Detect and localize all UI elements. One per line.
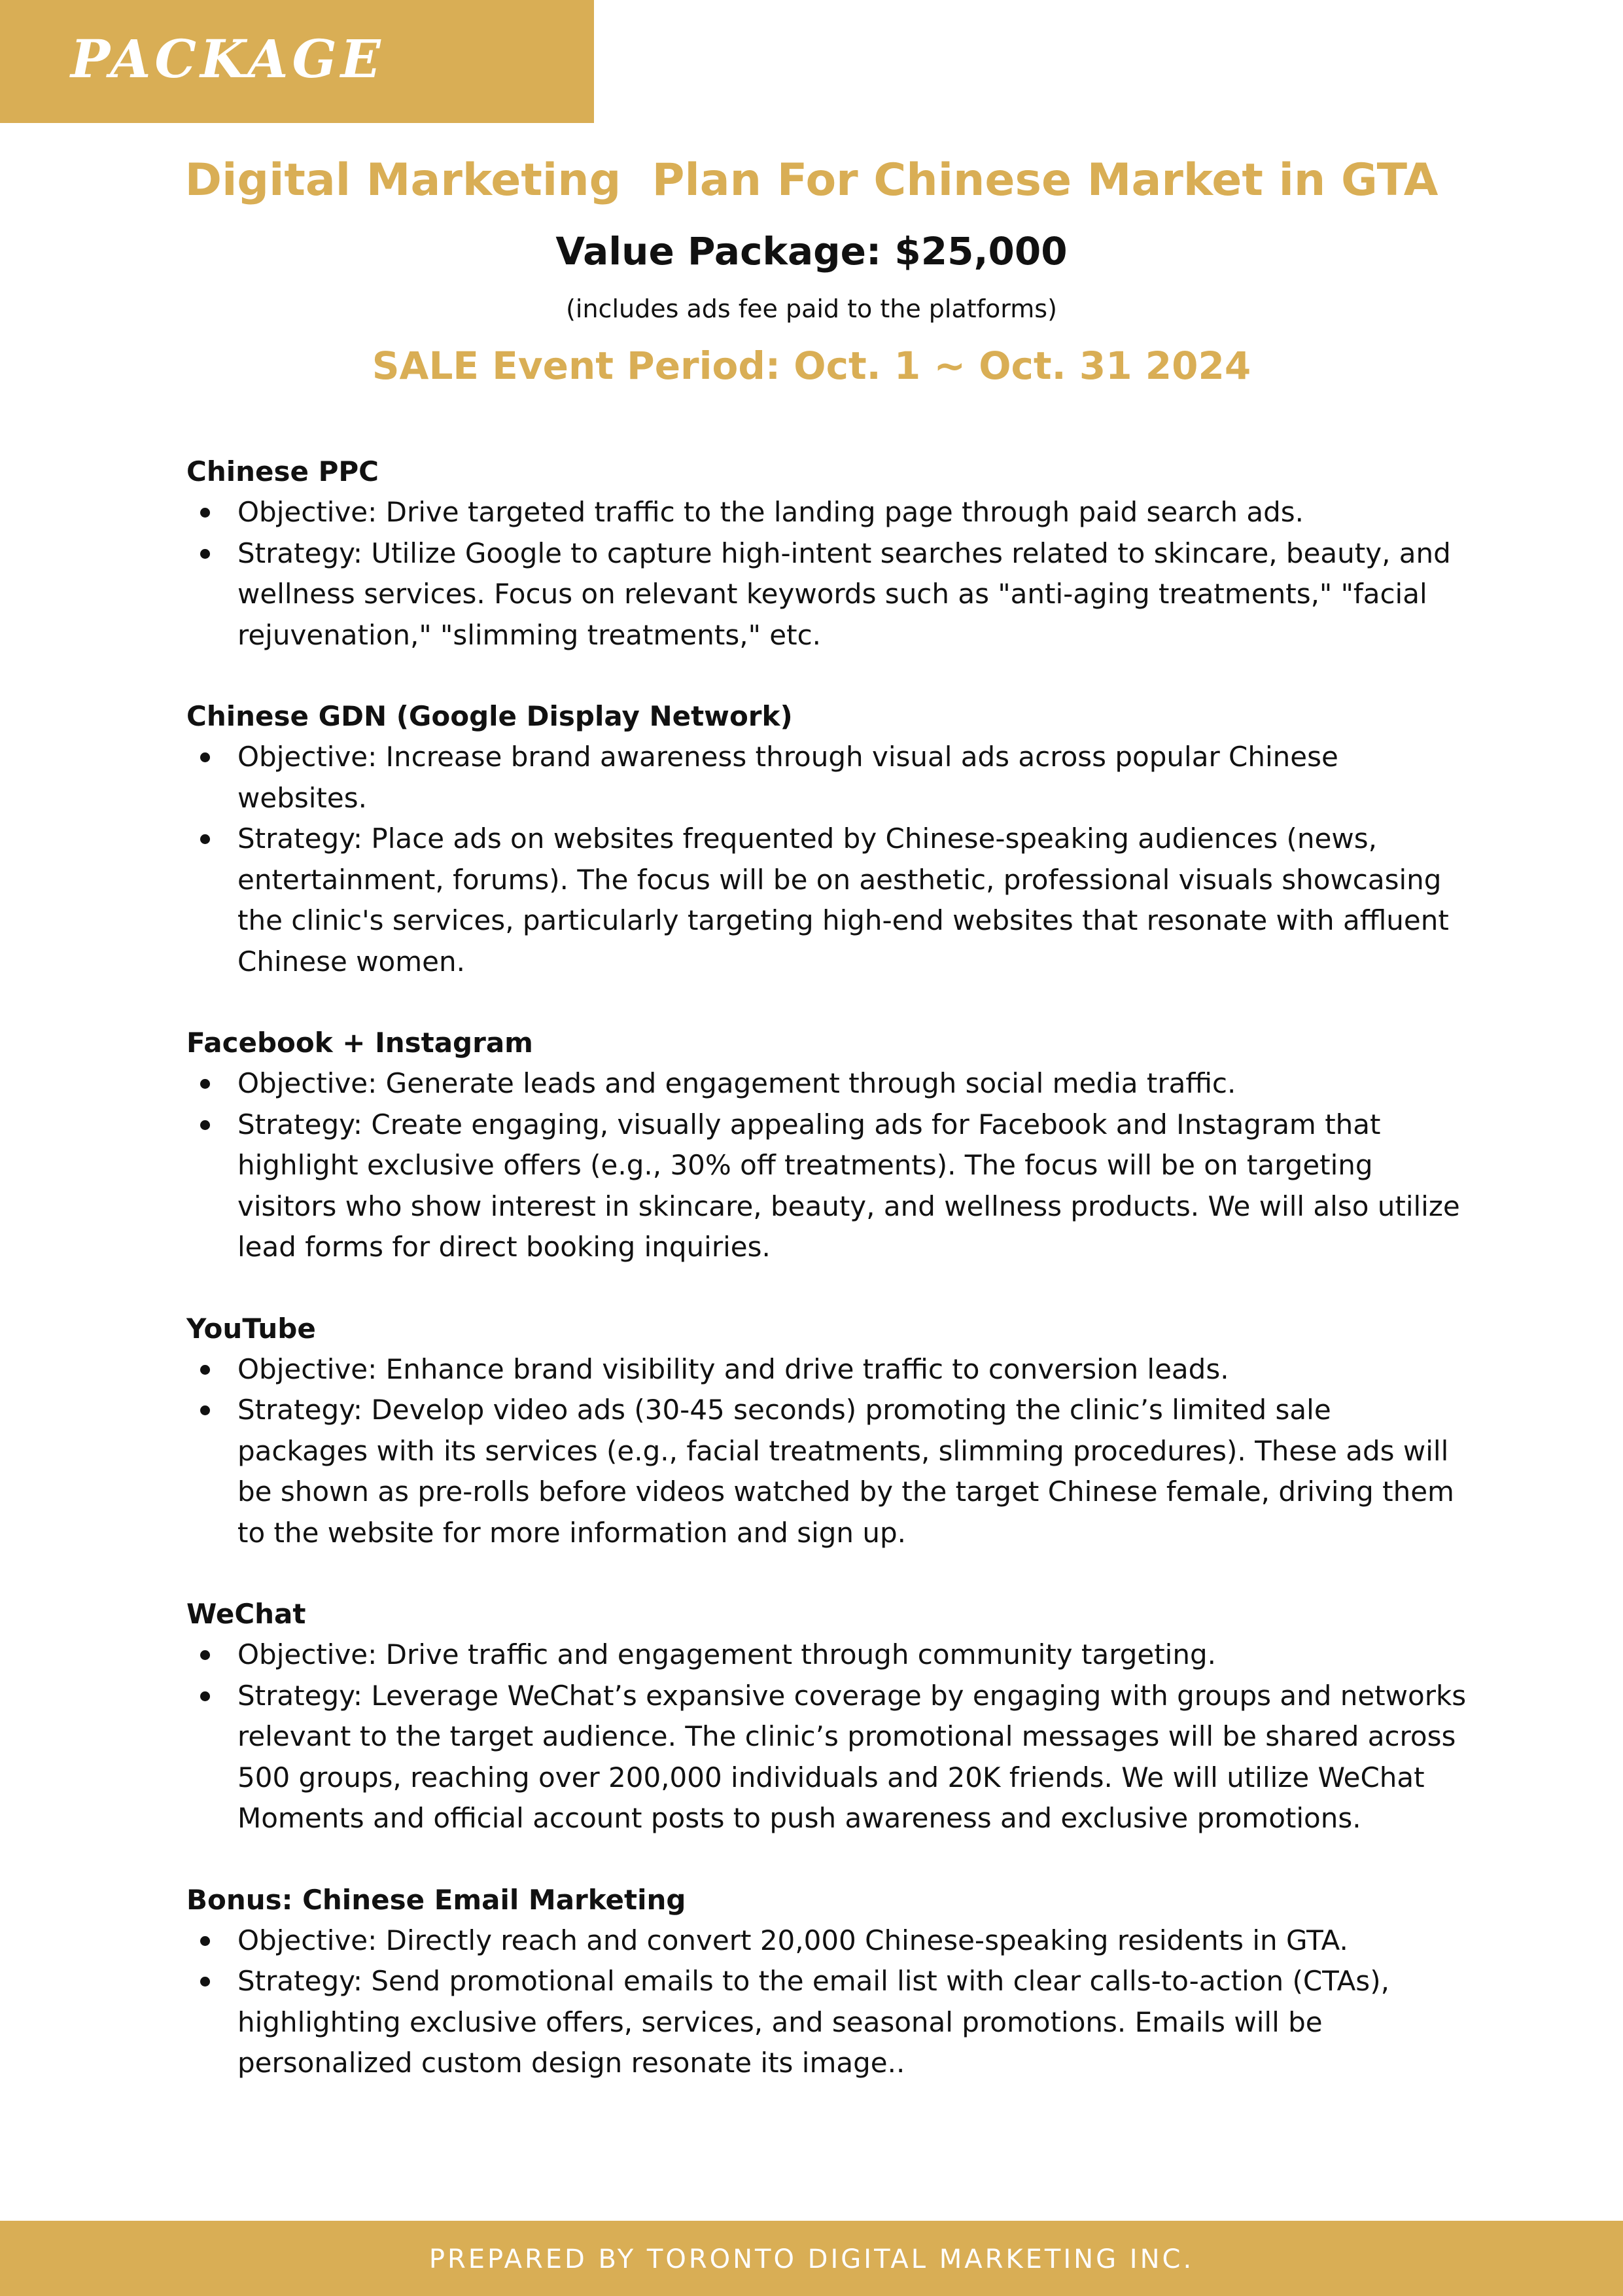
section-heading: YouTube bbox=[186, 1312, 316, 1345]
header-tab bbox=[0, 0, 594, 123]
objective-item bbox=[186, 1349, 1469, 1390]
bullet-icon bbox=[200, 1120, 210, 1130]
section-chinese-gdn bbox=[186, 696, 1469, 982]
objective-item bbox=[186, 1063, 1469, 1104]
objective-text: Objective: Generate leads and engagement through social media traffic. bbox=[237, 1067, 1236, 1099]
strategy-item bbox=[186, 1961, 1469, 2084]
objective-item bbox=[186, 1920, 1469, 1962]
bullet-icon bbox=[200, 1936, 210, 1946]
content-body bbox=[186, 451, 1469, 2125]
section-heading: Facebook + Instagram bbox=[186, 1027, 533, 1059]
section-heading: WeChat bbox=[186, 1598, 306, 1630]
section-heading: Chinese PPC bbox=[186, 455, 379, 487]
bullet-icon bbox=[200, 508, 210, 518]
section-heading: Chinese GDN (Google Display Network) bbox=[186, 700, 793, 732]
section-email-marketing bbox=[186, 1880, 1469, 2084]
strategy-text: Strategy: Develop video ads (30-45 seconds) promoting the clinic’s limited sale packages with its services (e.g., facial treatments, slimming procedures). These ads will be shown as pre-rolls before videos watched by the target Chinese female, driving them to the website for more information and sign up. bbox=[237, 1394, 1454, 1549]
section-wechat bbox=[186, 1594, 1469, 1839]
bullet-list bbox=[186, 492, 1469, 656]
strategy-text: Strategy: Place ads on websites frequented by Chinese-speaking audiences (news, entertainment, forums). The focus will be on aesthetic, professional visuals showcasing the clinic's services, particularly targeting high-end websites that resonate with affluent Chinese women. bbox=[237, 822, 1449, 978]
footer-text: PREPARED BY TORONTO DIGITAL MARKETING INC. bbox=[428, 2244, 1195, 2274]
bullet-icon bbox=[200, 1650, 210, 1660]
price-line: Value Package: $25,000 bbox=[555, 229, 1068, 274]
objective-item bbox=[186, 737, 1469, 819]
section-facebook-instagram bbox=[186, 1023, 1469, 1268]
bullet-icon bbox=[200, 1405, 210, 1415]
bullet-icon bbox=[200, 1977, 210, 1987]
bullet-icon bbox=[200, 549, 210, 559]
strategy-text: Strategy: Leverage WeChat’s expansive coverage by engaging with groups and networks relevant to the target audience. The clinic’s promotional messages will be shared across 500 groups, reaching over 200,000 individuals and 20K friends. We will utilize WeChat Moments and official account posts to push awareness and exclusive promotions. bbox=[237, 1679, 1467, 1834]
sale-period: SALE Event Period: Oct. 1 ~ Oct. 31 2024 bbox=[372, 344, 1251, 388]
objective-item bbox=[186, 1634, 1469, 1676]
strategy-text: Strategy: Create engaging, visually appealing ads for Facebook and Instagram that highlight exclusive offers (e.g., 30% off treatments). The focus will be on targeting visitors who show interest in skincare, beauty, and wellness products. We will also utilize lead forms for direct booking inquiries. bbox=[237, 1108, 1460, 1263]
bullet-list bbox=[186, 1920, 1469, 2084]
objective-item bbox=[186, 492, 1469, 533]
objective-text: Objective: Directly reach and convert 20,000 Chinese-speaking residents in GTA. bbox=[237, 1924, 1348, 1956]
strategy-item bbox=[186, 1676, 1469, 1839]
bullet-icon bbox=[200, 752, 210, 762]
objective-text: Objective: Drive traffic and engagement through community targeting. bbox=[237, 1638, 1216, 1670]
bullet-icon bbox=[200, 1365, 210, 1375]
bullet-list bbox=[186, 737, 1469, 982]
strategy-item bbox=[186, 819, 1469, 982]
page-title: Digital Marketing Plan For Chinese Market in GTA bbox=[184, 154, 1439, 206]
footer-bar bbox=[0, 2221, 1623, 2296]
bullet-icon bbox=[200, 1079, 210, 1089]
bullet-list bbox=[186, 1349, 1469, 1554]
section-youtube bbox=[186, 1309, 1469, 1554]
strategy-item bbox=[186, 533, 1469, 656]
section-heading: Bonus: Chinese Email Marketing bbox=[186, 1883, 686, 1916]
objective-text: Objective: Increase brand awareness through visual ads across popular Chinese websites. bbox=[237, 741, 1338, 814]
objective-text: Objective: Drive targeted traffic to the landing page through paid search ads. bbox=[237, 496, 1304, 528]
bullet-icon bbox=[200, 834, 210, 844]
section-chinese-ppc bbox=[186, 451, 1469, 656]
price-note: (includes ads fee paid to the platforms) bbox=[566, 294, 1057, 323]
strategy-text: Strategy: Utilize Google to capture high-intent searches related to skincare, beauty, and wellness services. Focus on relevant keywords such as "anti-aging treatments," "facial rejuvenation," "slimming treatments," etc. bbox=[237, 537, 1451, 651]
strategy-item bbox=[186, 1390, 1469, 1553]
bullet-icon bbox=[200, 1691, 210, 1701]
strategy-text: Strategy: Send promotional emails to the email list with clear calls-to-action (CTAs), highlighting exclusive offers, services, and seasonal promotions. Emails will be personalized custom design resonate its image.. bbox=[237, 1965, 1389, 2079]
header-tab-label: PACKAGE bbox=[71, 28, 385, 90]
bullet-list bbox=[186, 1634, 1469, 1839]
bullet-list bbox=[186, 1063, 1469, 1268]
strategy-item bbox=[186, 1104, 1469, 1268]
objective-text: Objective: Enhance brand visibility and drive traffic to conversion leads. bbox=[237, 1352, 1229, 1385]
